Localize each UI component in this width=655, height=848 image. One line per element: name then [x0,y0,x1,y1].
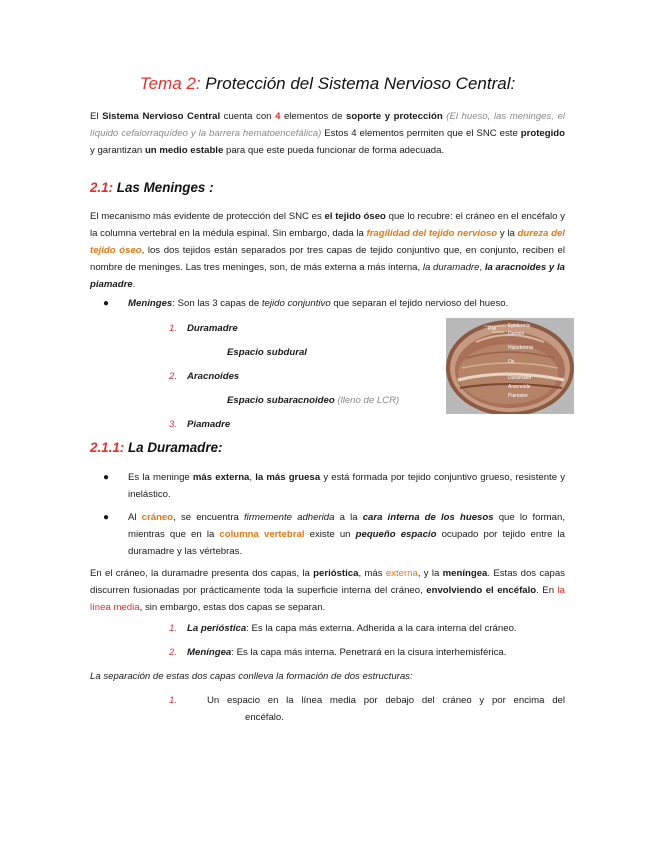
meninges-paragraph: El mecanismo más evidente de protección del SNC es el tejido óseo que lo recubre: el cráneo en el encéfalo y la columna vertebral en la médula espinal. Sin embargo, dada la fragilidad del tejido nervioso y la dureza del tejido óseo, los dos tejidos están separados por tres capas de tejido conjuntivo que, en conjunto, reciben el nombre de meninges. Las tres meninges, son, de más externa a más interna, la duramadre, la aracnoides y la piamadre. [90,211,566,290]
bullet-icon: ● [103,472,110,483]
title-text: Protección del Sistema Nervioso Central: [200,74,516,93]
section-heading-meninges: 2.1: Las Meninges : [90,180,214,195]
figure-label: Hipodermis [508,345,534,351]
figure-label-piel: Piel [488,326,497,332]
figure-label: Os [508,359,515,365]
title-number: Tema 2: [139,74,201,93]
section-heading-duramadre: 2.1.1: La Duramadre: [90,440,223,455]
bullet-icon: ● [103,512,110,523]
duramadre-paragraph: En el cráneo, la duramadre presenta dos capas, la perióstica, más externa, y la meníngea. Estas dos capas discurren fusionadas por prácticamente toda la superficie interna del cráneo, envolviendo el encéfalo. En la línea media, sin embargo, estas dos capas se separan. [90,568,565,613]
figure-label: Aracnoide [508,384,531,390]
figure-label: Dermis [508,331,524,337]
figure-label: Duramater [508,375,532,381]
meninges-anatomy-image [446,318,574,414]
document-page: Tema 2: Protección del Sistema Nervioso Central: El Sistema Nervioso Central cuenta con 4 elementos de soporte y protección (El hueso, las meninges, el líquido cefalorraquídeo y la barrera hematoencefálica) Estos 4 elementos permiten que el SNC este protegido y garantizan un medio estable para que este pueda funcionar de forma adecuada. 2.1: Las Meninges : El mecanismo más evidente de protección del SNC es el tejido óseo que lo recubre: el cráneo en el encéfalo y la columna vertebral en la médula espinal. Sin embargo, dada la fragilidad del tejido nervioso y la dureza del tejido óseo, los dos tejidos están separados por tres capas de tejido conjuntivo que, en conjunto, reciben el nombre de meninges. Las tres meninges, son, de más externa a más interna, la duramadre, la aracnoides y la piamadre. ● Meninges: Son las 3 capas de tejido conjuntivo que separan el tejido nervioso del hueso. 1. Duramadre Espacio subdural 2. Aracnoides Espacio subaracnoideo (lleno de LCR) 3. Piamadre Epidermis Dermis Hipodermis Os Duramater Aracnoide Piamater Piel 2.1.1: La Duramadre: ● Es la meninge más externa, la más gruesa y está formada por tejido conjuntivo grueso, resistente y inelástico. ● Al cráneo, se encuentra firmemente adherida a la cara interna de los huesos que lo forman, mientras que en la columna vertebral existe un pequeño espacio ocupado por tejido entre la duramadre y las vértebras. En el cráneo, la duramadre presenta dos capas, la perióstica, más externa, y la meníngea. Estas dos capas discurren fusionadas por prácticamente toda la superficie interna del cráneo, envolviendo el encéfalo. En la línea media, sin embargo, estas dos capas se separan. 1. La perióstica: Es la capa más externa. Adherida a la cara interna del cráneo. 2. Meníngea: Es la capa más interna. Penetrará en la cisura interhemisférica. La separación de estas dos capas conlleva la formación de dos estructuras: 1. Un espacio en la línea media por debajo del cráneo y por encima del encéfalo. [0,0,655,848]
figure-label: Piamater [508,393,529,399]
separation-note: La separación de estas dos capas conlleva la formación de dos estructuras: [90,671,413,682]
bullet-icon: ● [103,298,110,309]
intro-paragraph: El Sistema Nervioso Central cuenta con 4 elementos de soporte y protección (El hueso, las meninges, el líquido cefalorraquídeo y la barrera hematoencefálica) Estos 4 elementos permiten que el SNC este protegido y garantizan un medio estable para que este pueda funcionar de forma adecuada. [90,111,565,156]
figure-label: Epidermis [508,323,531,329]
page-title [0,74,655,94]
skull-section-illustration [446,318,574,414]
